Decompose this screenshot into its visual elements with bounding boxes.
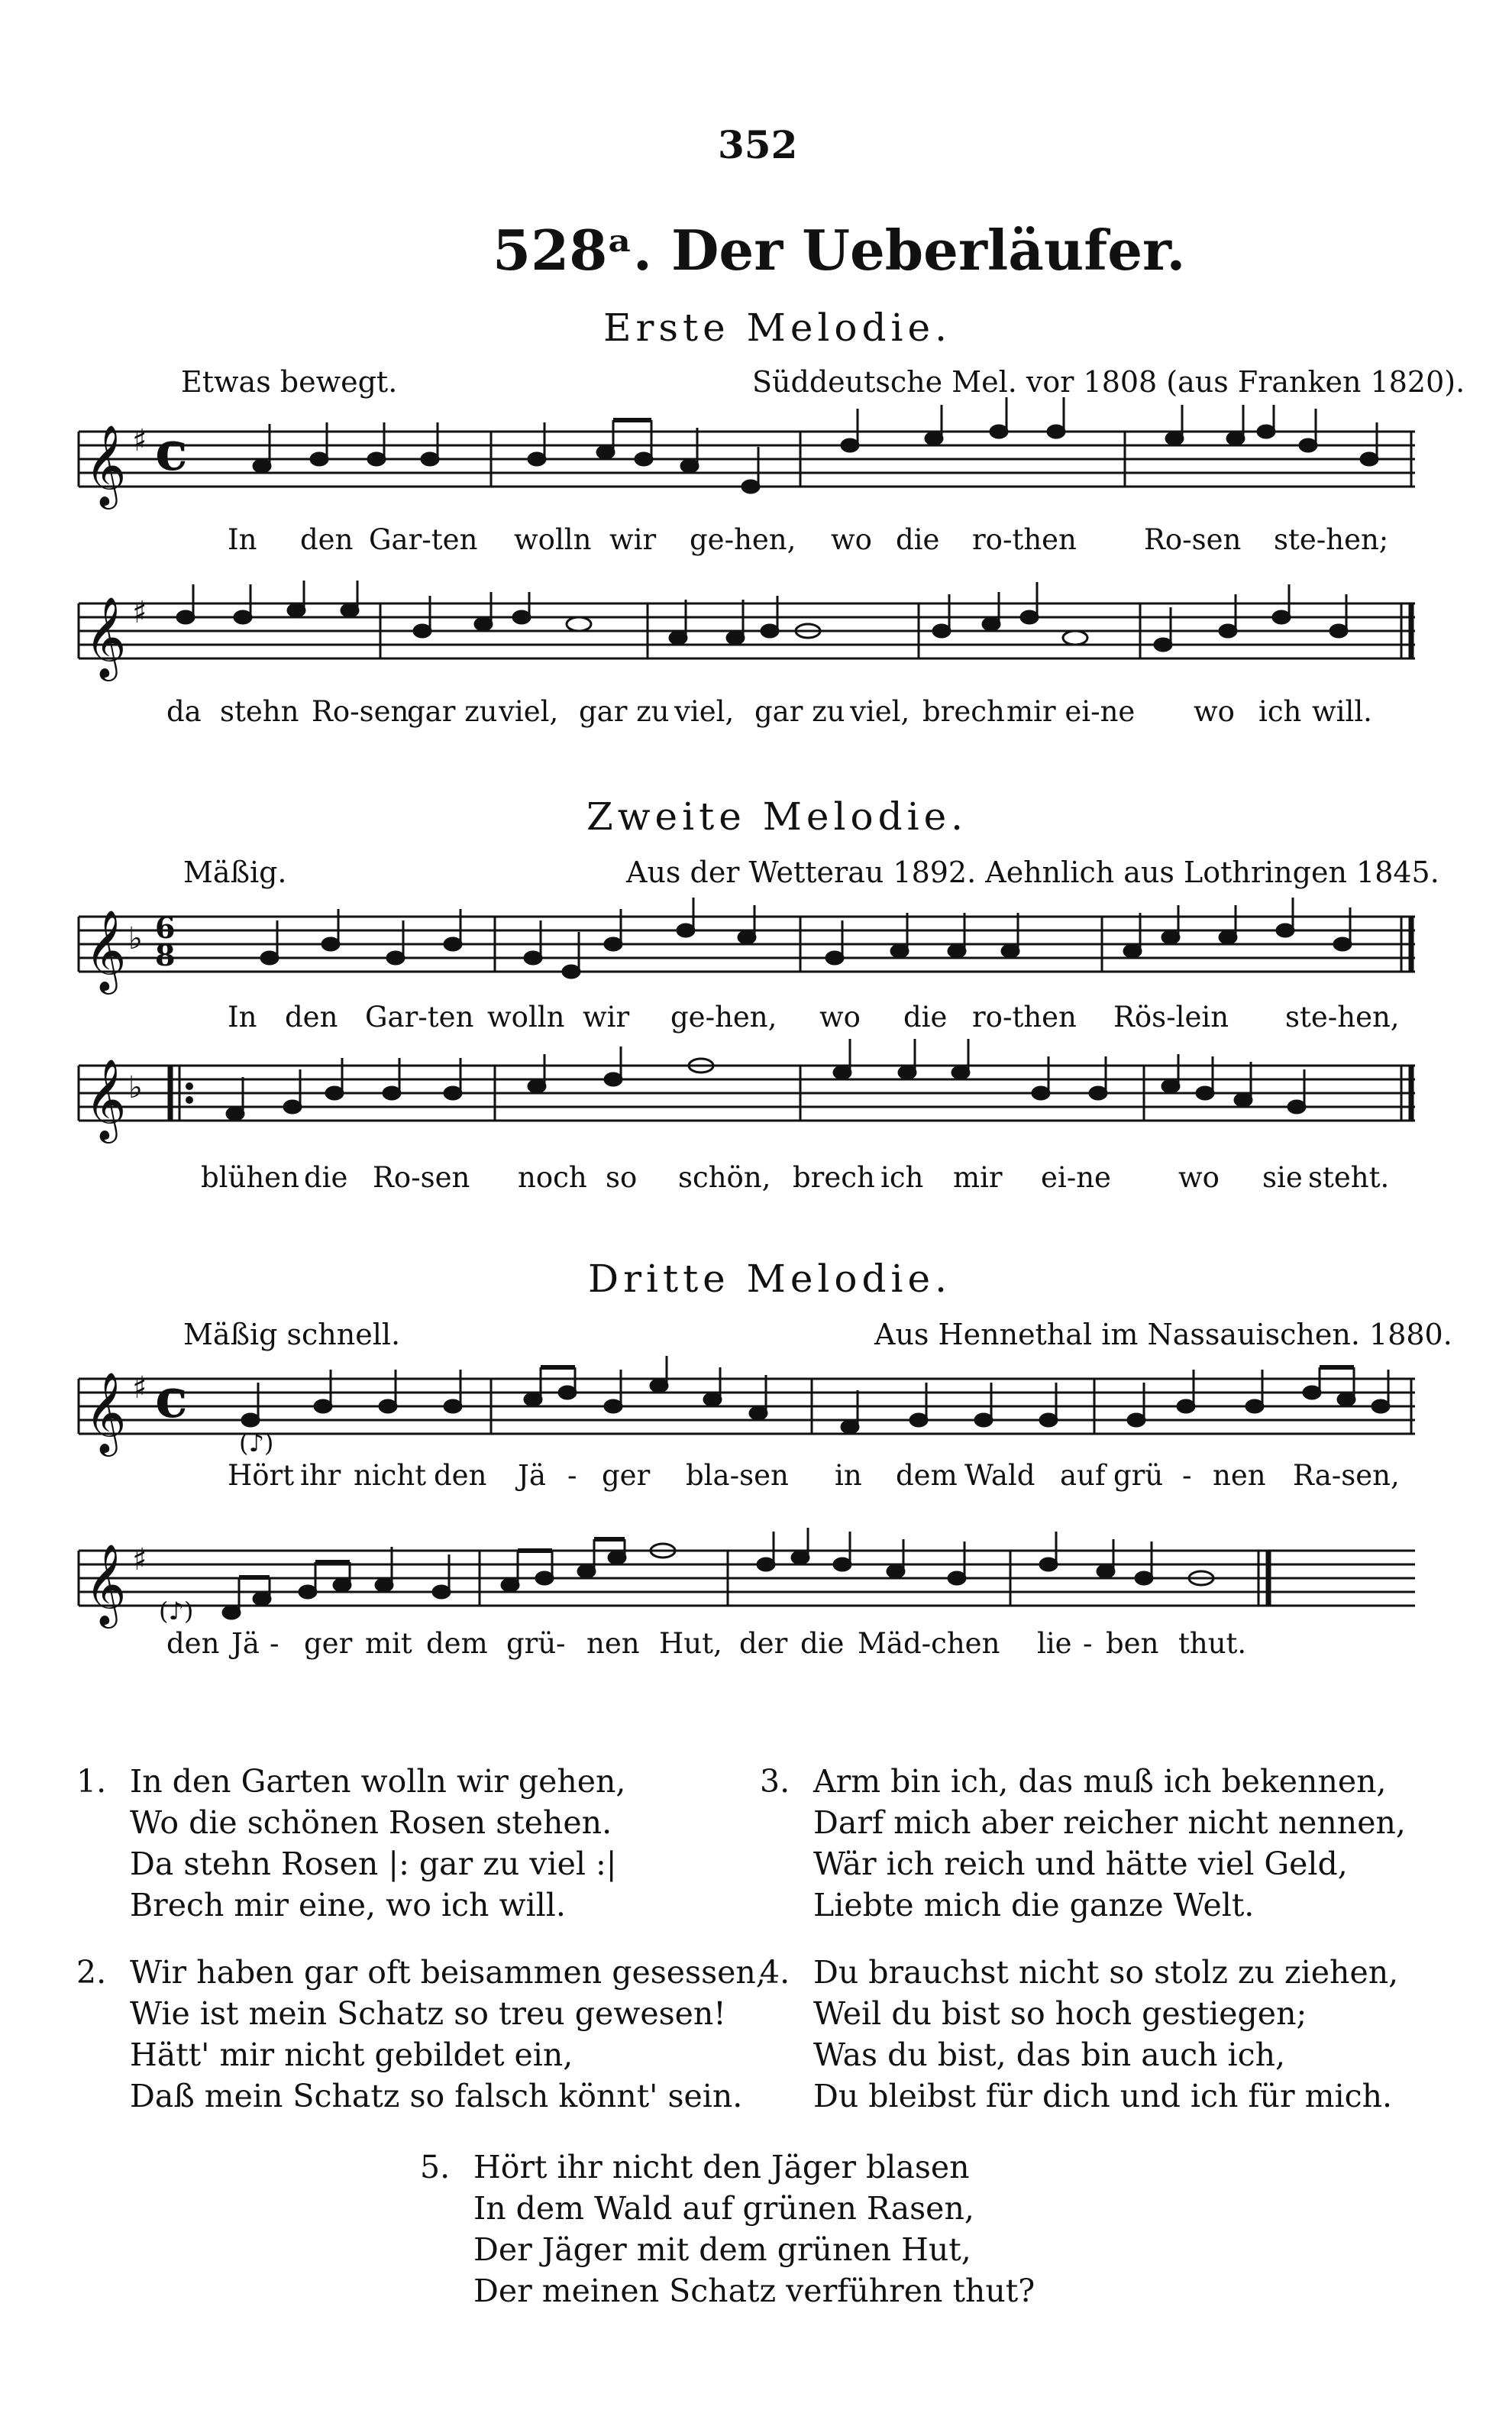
lyric-syllable: wo [831, 523, 872, 556]
lyric-syllable: dem [896, 1459, 958, 1492]
lyric-syllable: Hört [228, 1459, 295, 1492]
lyric-syllable: schön, [678, 1161, 771, 1194]
melody-heading-1: Erste Melodie. [603, 306, 951, 350]
song-title: 528ᵃ. Der Ueberläufer. [493, 218, 1186, 283]
music-staff [79, 416, 1415, 506]
lyric-syllable: (♪) [239, 1428, 274, 1457]
svg-text:♯: ♯ [132, 423, 147, 458]
lyric-syllable: grü [1113, 1459, 1164, 1492]
melody-source-1: Süddeutsche Mel. vor 1808 (aus Franken 1820). [752, 365, 1465, 399]
lyric-syllable: ihr [300, 1459, 341, 1492]
lyric-syllable: den [434, 1459, 487, 1492]
verse-line: Hört ihr nicht den Jäger blasen [473, 2149, 970, 2185]
verse-line: Du bleibst für dich und ich für mich. [813, 2078, 1393, 2114]
lyric-syllable: bla-sen [686, 1459, 789, 1492]
lyric-syllable: noch [518, 1161, 587, 1194]
lyric-syllable: ro-then [972, 1001, 1077, 1034]
lyric-syllable: will. [1312, 695, 1372, 728]
lyric-syllable: Mäd-chen [858, 1627, 1000, 1660]
stanza-number: 3. [760, 1763, 790, 1800]
tempo-marking-1: Etwas bewegt. [181, 365, 398, 399]
lyric-syllable: nen [1213, 1459, 1266, 1492]
lyric-syllable: wo [819, 1001, 861, 1034]
lyric-syllable: nicht [354, 1459, 427, 1492]
melody-source-3: Aus Hennethal im Nassauischen. 1880. [874, 1318, 1452, 1351]
lyric-syllable: nen [586, 1627, 640, 1660]
lyric-syllable: Wald [964, 1459, 1035, 1492]
lyric-syllable: Jä [518, 1459, 546, 1492]
svg-text:♯: ♯ [132, 1542, 147, 1577]
lyric-syllable: Ro-sen [1144, 523, 1242, 556]
lyric-syllable: der [739, 1627, 788, 1660]
lyric-syllable: ich [880, 1161, 924, 1194]
lyric-syllable: ste-hen; [1274, 523, 1389, 556]
lyric-syllable: Ro-sen [373, 1161, 470, 1194]
verse-line: Weil du bist so hoch gestiegen; [813, 1995, 1307, 2032]
lyric-line-3-2 [79, 1597, 1415, 1665]
verse-line: Wär ich reich und hätte viel Geld, [813, 1846, 1348, 1882]
svg-text:𝄞: 𝄞 [85, 424, 127, 506]
lyric-syllable: den [300, 523, 354, 556]
lyric-syllable: die [903, 1001, 948, 1034]
lyric-syllable: auf [1060, 1459, 1106, 1492]
stanza-4 [760, 1952, 1399, 2117]
tempo-marking-2: Mäßig. [183, 856, 287, 889]
lyric-syllable: ei-ne [1041, 1161, 1111, 1194]
lyric-syllable: in [835, 1459, 862, 1492]
stanza-number: 4. [760, 1954, 790, 1991]
stanza-3 [760, 1761, 1406, 1926]
lyric-syllable: brech [922, 695, 1005, 728]
verse-line: Da stehn Rosen |: gar zu viel :| [130, 1846, 617, 1882]
verse-line: Arm bin ich, das muß ich bekennen, [813, 1763, 1387, 1800]
lyric-syllable: wo [1178, 1161, 1220, 1194]
lyric-syllable: Ra-sen, [1293, 1459, 1400, 1492]
lyric-syllable: ge-hen, [670, 1001, 777, 1034]
lyric-syllable: den [285, 1001, 338, 1034]
lyric-line-2-1 [79, 1001, 1415, 1039]
stanza-2 [76, 1952, 766, 2117]
lyric-line-1-2 [79, 695, 1415, 733]
lyric-syllable: Gar-ten [365, 1001, 474, 1034]
lyric-syllable: viel, [674, 695, 735, 728]
lyric-syllable: gar zu [754, 695, 845, 728]
lyric-syllable: den [166, 1627, 220, 1660]
verse-line: Wo die schönen Rosen stehen. [130, 1804, 612, 1841]
tempo-marking-3: Mäßig schnell. [183, 1318, 401, 1351]
lyric-syllable: blühen [201, 1161, 299, 1194]
verse-line: Der meinen Schatz verführen thut? [473, 2273, 1035, 2309]
lyric-syllable: wo [1194, 695, 1235, 728]
lyric-syllable: - [1182, 1459, 1192, 1492]
lyric-syllable: gar zu [579, 695, 670, 728]
lyric-syllable: mir [953, 1161, 1003, 1194]
verse-line: Hätt' mir nicht gebildet ein, [130, 2036, 573, 2073]
lyric-syllable: (♪) [159, 1597, 194, 1626]
lyric-syllable: dem [426, 1627, 488, 1660]
svg-text:♭: ♭ [128, 921, 143, 956]
music-staff [79, 1535, 1415, 1625]
lyric-syllable: lie [1037, 1627, 1072, 1660]
lyric-syllable: thut. [1178, 1627, 1247, 1660]
verse-line: Liebte mich die ganze Welt. [813, 1887, 1255, 1923]
svg-text:6: 6 [155, 911, 176, 945]
lyric-syllable: ge-hen, [690, 523, 796, 556]
verse-line: Der Jäger mit dem grünen Hut, [473, 2231, 971, 2268]
lyric-syllable: - [1083, 1627, 1093, 1660]
stanza-5 [420, 2146, 1035, 2311]
lyric-syllable: In [228, 1001, 257, 1034]
melody-source-2: Aus der Wetterau 1892. Aehnlich aus Lothringen 1845. [626, 856, 1439, 889]
lyric-syllable: viel, [850, 695, 910, 728]
lyric-syllable: wolln [487, 1001, 565, 1034]
lyric-syllable: ste-hen, [1285, 1001, 1400, 1034]
lyric-line-2-2 [79, 1161, 1415, 1199]
lyric-syllable: ro-then [972, 523, 1077, 556]
verse-line: In dem Wald auf grünen Rasen, [473, 2190, 974, 2227]
svg-text:8: 8 [155, 938, 176, 972]
lyric-syllable: - [556, 1627, 566, 1660]
lyric-syllable: steht. [1308, 1161, 1390, 1194]
lyric-line-3-1 [79, 1428, 1415, 1497]
lyric-syllable: ger [602, 1459, 651, 1492]
lyric-syllable: In [228, 523, 257, 556]
stanza-number: 5. [420, 2149, 451, 2185]
verse-line: Daß mein Schatz so falsch könnt' sein. [130, 2078, 743, 2114]
svg-text:𝄞: 𝄞 [85, 1058, 127, 1140]
lyric-syllable: - [567, 1459, 577, 1492]
verse-line: Was du bist, das bin auch ich, [813, 2036, 1286, 2073]
verse-line: In den Garten wolln wir gehen, [130, 1763, 626, 1800]
lyric-syllable: grü [506, 1627, 557, 1660]
lyric-syllable: mir ei-ne [1006, 695, 1136, 728]
music-staff [79, 1050, 1415, 1140]
svg-text:♯: ♯ [132, 1370, 147, 1406]
lyric-syllable: die [800, 1627, 845, 1660]
lyric-syllable: wir [583, 1001, 630, 1034]
lyric-syllable: stehn [220, 695, 299, 728]
lyric-syllable: wolln [514, 523, 592, 556]
stanza-number: 1. [76, 1763, 107, 1800]
svg-text:𝄞: 𝄞 [85, 1371, 127, 1453]
lyric-syllable: Rös-lein [1113, 1001, 1229, 1034]
music-staff [79, 1364, 1415, 1453]
svg-text:c: c [155, 419, 188, 483]
melody-heading-2: Zweite Melodie. [586, 794, 968, 839]
stanza-number: 2. [76, 1954, 107, 1991]
lyric-syllable: die [896, 523, 940, 556]
verse-line: Wie ist mein Schatz so treu gewesen! [130, 1995, 726, 2032]
stanza-1 [76, 1761, 626, 1926]
verse-line: Brech mir eine, wo ich will. [130, 1887, 566, 1923]
lyric-syllable: brech [793, 1161, 875, 1194]
page-number: 352 [718, 122, 798, 167]
lyric-syllable: sie [1262, 1161, 1303, 1194]
lyric-syllable: wir [609, 523, 657, 556]
lyric-syllable: die [304, 1161, 348, 1194]
lyric-syllable: mit [365, 1627, 412, 1660]
melody-heading-3: Dritte Melodie. [588, 1257, 952, 1301]
lyric-syllable: - [270, 1627, 279, 1660]
lyric-syllable: da [166, 695, 202, 728]
verse-line: Darf mich aber reicher nicht nennen, [813, 1804, 1406, 1841]
lyric-syllable: ben [1106, 1627, 1159, 1660]
lyric-line-1-1 [79, 523, 1415, 561]
svg-text:𝄞: 𝄞 [85, 596, 127, 678]
svg-text:𝄞: 𝄞 [85, 1543, 127, 1625]
lyric-syllable: Ro-sen [312, 695, 409, 728]
lyric-syllable: so [606, 1161, 638, 1194]
music-staff [79, 588, 1415, 678]
verse-line: Wir haben gar oft beisammen gesessen, [130, 1954, 766, 1991]
svg-text:c: c [155, 1367, 188, 1430]
lyric-syllable: Gar-ten [369, 523, 478, 556]
verse-line: Du brauchst nicht so stolz zu ziehen, [813, 1954, 1399, 1991]
svg-text:♯: ♯ [132, 595, 147, 630]
svg-text:𝄞: 𝄞 [85, 909, 127, 991]
lyric-syllable: Hut, [659, 1627, 722, 1660]
svg-text:♭: ♭ [128, 1070, 143, 1105]
lyric-syllable: Jä [231, 1627, 260, 1660]
lyric-syllable: ich [1258, 695, 1302, 728]
lyric-syllable: ger [304, 1627, 353, 1660]
music-staff [79, 901, 1415, 991]
lyric-syllable: gar zu [407, 695, 498, 728]
lyric-syllable: viel, [499, 695, 559, 728]
